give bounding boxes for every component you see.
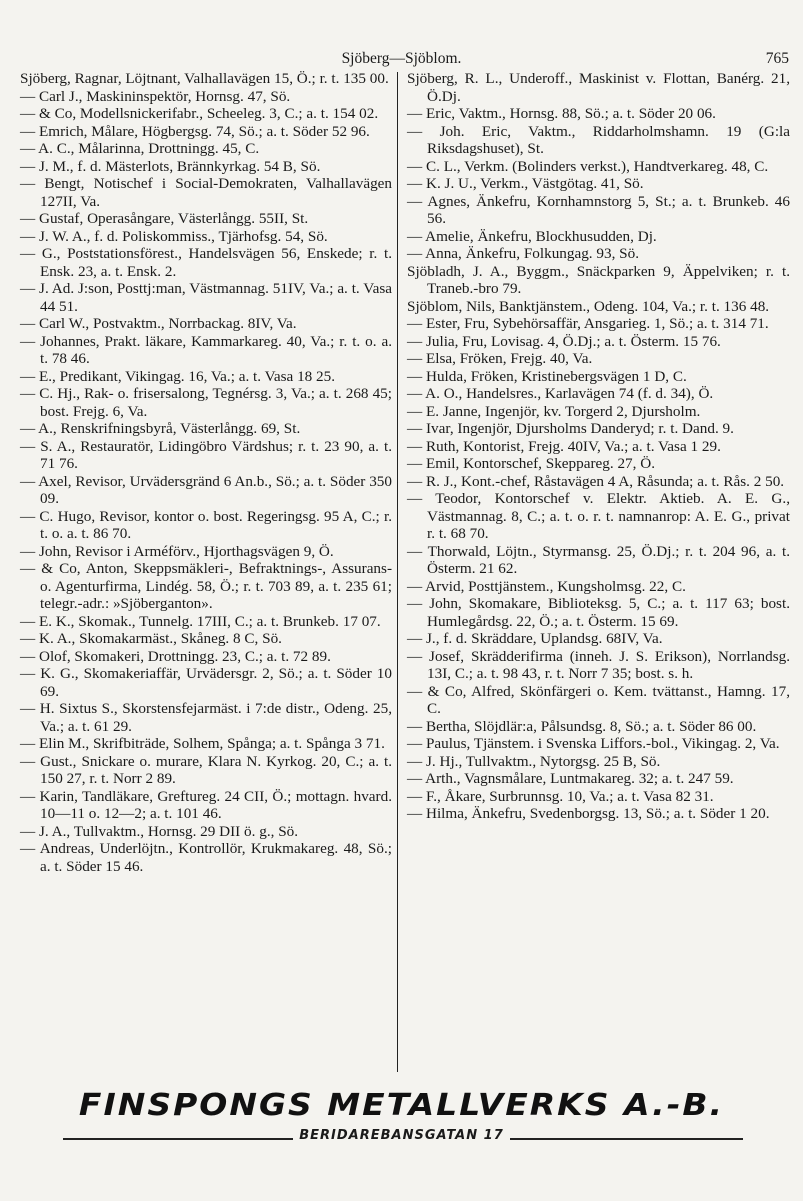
running-head [0, 50, 803, 70]
directory-entry: — E. K., Skomak., Tunnelg. 17III, C.; a. t. Brunkeb. 17 07. [20, 612, 381, 630]
directory-entry: — Hulda, Fröken, Kristinebergsvägen 1 D, C. [407, 367, 687, 385]
directory-entry: Sjöberg, R. L., Underoff., Maskinist v. Flottan, Banérg. 21, Ö.Dj. [407, 70, 790, 105]
directory-entry: — Amelie, Änkefru, Blockhusudden, Dj. [407, 227, 657, 245]
directory-entry: — Anna, Änkefru, Folkungag. 93, Sö. [407, 245, 640, 262]
directory-entry: — Carl J., Maskininspektör, Hornsg. 47, Sö. [20, 87, 291, 105]
directory-entry: — & Co, Alfred, Skönfärgeri o. Kem. tvättanst., Hamng. 17, C. [407, 682, 790, 717]
directory-entry: — Bengt, Notischef i Social-Demokraten, Valhallavägen 127II, Va. [20, 175, 392, 210]
directory-entry: — Gust., Snickare o. murare, Klara N. Kyrkog. 20, C.; a. t. 150 27, r. t. Norr 2 89. [20, 752, 392, 787]
directory-entry: — J. Hj., Tullvaktm., Nytorgsg. 25 B, Sö. [407, 752, 661, 770]
page-number: 765 [765, 50, 789, 67]
directory-entry: — G., Poststationsförest., Handelsvägen 56, Enskede; r. t. Ensk. 23, a. t. Ensk. 2. [20, 245, 392, 280]
directory-entry: — H. Sixtus S., Skorstensfejarmäst. i 7:de distr., Odeng. 25, Va.; a. t. 61 29. [20, 700, 392, 735]
directory-entry: — E., Predikant, Vikingag. 16, Va.; a. t. Vasa 18 25. [20, 367, 336, 385]
directory-entry: — K. A., Skomakarmäst., Skåneg. 8 C, Sö. [20, 630, 282, 647]
directory-entry: — J. M., f. d. Mästerlots, Brännkyrkag. 54 B, Sö. [20, 157, 321, 175]
directory-entry: — Julia, Fru, Lovisag. 4, Ö.Dj.; a. t. Österm. 15 76. [407, 332, 721, 350]
advertisement [0, 1084, 803, 1143]
column-divider [397, 72, 398, 1072]
directory-entry: — Emrich, Målare, Högbergsg. 74, Sö.; a. t. Söder 52 96. [20, 122, 370, 140]
directory-entry: — R. J., Kont.-chef, Råstavägen 4 A, Råsunda; a. t. Rås. 2 50. [407, 472, 785, 490]
page-title: Sjöberg—Sjöblom. [341, 50, 462, 67]
advertisement-address: BERIDAREBANSGATAN 17 [293, 1128, 510, 1143]
directory-entry: Sjöberg, Ragnar, Löjtnant, Valhallavägen 15, Ö.; r. t. 135 00. [20, 70, 389, 87]
directory-entry: — Axel, Revisor, Urvädersgränd 6 An.b., Sö.; a. t. Söder 350 09. [20, 472, 392, 507]
directory-entry: — C. Hugo, Revisor, kontor o. bost. Regeringsg. 95 A, C.; r. t. o. a. t. 86 70. [20, 507, 392, 542]
directory-entry: — K. G., Skomakeriaffär, Urvädersgr. 2, Sö.; a. t. Söder 10 69. [20, 665, 392, 700]
directory-entry: — J. Ad. J:son, Posttj:man, Västmannag. 51IV, Va.; a. t. Vasa 44 51. [20, 280, 392, 315]
directory-entry: — A. C., Målarinna, Drottningg. 45, C. [20, 140, 260, 157]
directory-entry: — J., f. d. Skräddare, Uplandsg. 68IV, Va. [407, 630, 663, 647]
directory-entry: — Ruth, Kontorist, Frejg. 40IV, Va.; a. t. Vasa 1 29. [407, 437, 721, 455]
directory-entry: — F., Åkare, Surbrunnsg. 10, Va.; a. t. Vasa 82 31. [407, 787, 714, 805]
directory-entry: — Arth., Vagnsmålare, Luntmakareg. 32; a. t. 247 59. [407, 770, 734, 787]
advertisement-subtitle [0, 1128, 803, 1143]
directory-entry: — A. O., Handelsres., Karlavägen 74 (f. d. 34), Ö. [407, 385, 714, 402]
directory-entry: — Andreas, Underlöjtn., Kontrollör, Krukmakareg. 48, Sö.; a. t. Söder 15 46. [20, 840, 392, 875]
directory-entry: — Teodor, Kontorschef v. Elektr. Aktieb. A. E. G., Västmannag. 8, C.; a. t. o. r. t. namnanrop: A. E. G., privat r. t. 68 70. [407, 490, 790, 542]
directory-entry: — & Co, Modellsnickerifabr., Scheeleg. 3, C.; a. t. 154 02. [20, 105, 379, 122]
directory-entry: — Gustaf, Operasångare, Västerlångg. 55II, St. [20, 210, 309, 227]
directory-entry: — Arvid, Posttjänstem., Kungsholmsg. 22, C. [407, 577, 686, 595]
directory-entry: — J. A., Tullvaktm., Hornsg. 29 DII ö. g., Sö. [20, 822, 299, 840]
directory-entry: Sjöblom, Nils, Banktjänstem., Odeng. 104, Va.; r. t. 136 48. [407, 297, 770, 315]
directory-entry: — J. W. A., f. d. Poliskommiss., Tjärhofsg. 54, Sö. [20, 227, 328, 245]
right-column [407, 70, 790, 823]
directory-entry: — E. Janne, Ingenjör, kv. Torgerd 2, Djursholm. [407, 402, 701, 420]
advertisement-title: FINSPONGS METALLVERKS A.-B. [78, 1086, 725, 1123]
directory-entry: — Josef, Skrädderifirma (inneh. J. S. Erikson), Norrlandsg. 13I, C.; a. t. 98 43, r. t. Norr 7 35; bost. s. h. [407, 647, 790, 682]
directory-entry: — S. A., Restauratör, Lidingöbro Värdshus; r. t. 23 90, a. t. 71 76. [20, 437, 392, 472]
directory-entry: — K. J. U., Verkm., Västgötag. 41, Sö. [407, 175, 644, 192]
directory-entry: — & Co, Anton, Skeppsmäkleri-, Befraktnings-, Assurans- o. Agenturfirma, Lindég. 58, Ö.; r. t. 703 89, a. t. 235 61; telegr.-adr.: »Sjöberganton». [20, 560, 392, 612]
directory-entry: — Ivar, Ingenjör, Djursholms Danderyd; r. t. Dand. 9. [407, 420, 734, 437]
directory-entry: — Johannes, Prakt. läkare, Kammarkareg. 40, Va.; r. t. o. a. t. 78 46. [20, 332, 392, 367]
directory-entry: — Joh. Eric, Vaktm., Riddarholmshamn. 19 (G:la Riksdagshuset), St. [407, 122, 790, 157]
directory-entry: — Eric, Vaktm., Hornsg. 88, Sö.; a. t. Söder 20 06. [407, 105, 716, 122]
directory-entry: — C. Hj., Rak- o. frisersalong, Tegnérsg. 3, Va.; a. t. 268 45; bost. Frejg. 6, Va. [20, 385, 392, 420]
directory-entry: — Elsa, Fröken, Frejg. 40, Va. [407, 350, 593, 367]
directory-entry: — Karin, Tandläkare, Greftureg. 24 CII, Ö.; mottagn. hvard. 10—11 o. 12—2; a. t. 101 46. [20, 787, 392, 822]
directory-entry: — Emil, Kontorschef, Skeppareg. 27, Ö. [407, 455, 656, 472]
directory-entry: Sjöbladh, J. A., Byggm., Snäckparken 9, Äppelviken; r. t. Traneb.-bro 79. [407, 262, 790, 297]
directory-columns [20, 70, 790, 1070]
directory-entry: — John, Skomakare, Biblioteksg. 5, C.; a. t. 117 63; bost. Humlegårdsg. 22, Ö.; a. t. Österm. 15 69. [407, 595, 790, 630]
directory-entry: — Bertha, Slöjdlär:a, Pålsundsg. 8, Sö.; a. t. Söder 86 00. [407, 717, 757, 735]
directory-entry: — Hilma, Änkefru, Svedenborgsg. 13, Sö.; a. t. Söder 1 20. [407, 805, 770, 822]
directory-entry: — Carl W., Postvaktm., Norrbackag. 8IV, Va. [20, 315, 297, 332]
directory-entry: — Ester, Fru, Sybehörsaffär, Ansgarieg. 1, Sö.; a. t. 314 71. [407, 315, 769, 332]
directory-entry: — C. L., Verkm. (Bolinders verkst.), Handtverkareg. 48, C. [407, 157, 769, 175]
directory-entry: — John, Revisor i Arméförv., Hjorthagsvägen 9, Ö. [20, 542, 334, 560]
directory-entry: — A., Renskrifningsbyrå, Västerlångg. 69, St. [20, 420, 301, 437]
directory-entry: — Olof, Skomakeri, Drottningg. 23, C.; a. t. 72 89. [20, 647, 331, 665]
directory-entry: — Thorwald, Löjtn., Styrmansg. 25, Ö.Dj.; r. t. 204 96, a. t. Österm. 21 62. [407, 542, 790, 577]
directory-entry: — Agnes, Änkefru, Kornhamnstorg 5, St.; a. t. Brunkeb. 46 56. [407, 192, 790, 227]
directory-entry: — Paulus, Tjänstem. i Svenska Liffors.-bol., Vikingag. 2, Va. [407, 735, 780, 752]
directory-entry: — Elin M., Skrifbiträde, Solhem, Spånga; a. t. Spånga 3 71. [20, 735, 385, 752]
left-column [20, 70, 392, 875]
